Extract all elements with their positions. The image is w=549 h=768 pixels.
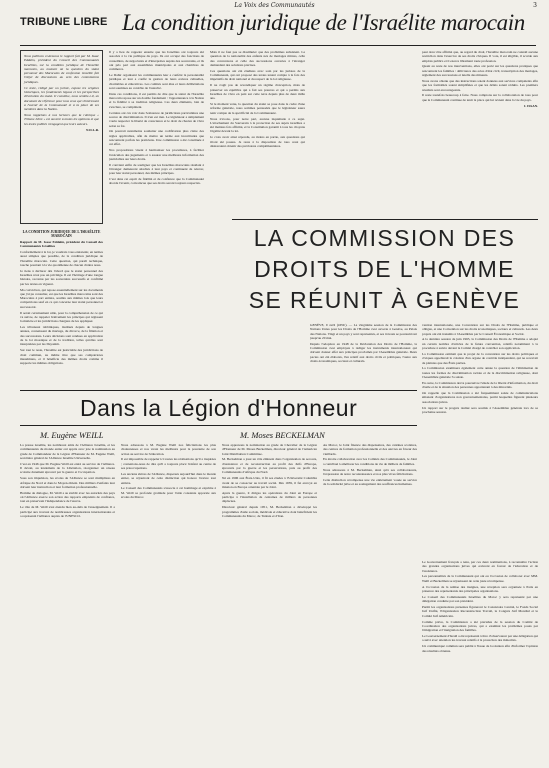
column-subtitle: Rapport de M. Isaac Eddaïm, président du Conseil des Communautés Israélites [20,239,103,249]
legion-paragraph: Comme prévu, la Commission a été précédée de la session du Comité de Coordination des organisations juives, qui a examiné les problèmes posés par l'émigration et l'intégration des familles. [422,619,538,633]
headline-rule [20,45,536,46]
editor-note-paragraph: Nous rappelons à nos lecteurs que la rubrique « Tribune Libre » est ouverte à toutes les opinions et que les textes publiés n'engagent que leurs auteurs. [24,113,99,126]
legion-bottom-rule [20,425,417,426]
rubric-label: TRIBUNE LIBRE [20,16,108,28]
column-title: LA CONDITION JURIDIQUE DE L'ISRAÉLITE MAROCAIN [22,230,101,239]
legion-paragraph: A l'occasion de la remise des insignes, une réception sera organisée à Paris en présence des représentants des principales organisations. [422,584,538,593]
un-title-line: SE RÉUNIT À GENÈVE [248,287,521,313]
article-paragraph: Mais il ne faut pas se dissimuler que des problèmes subsistent. La question de la nationalité des enfants nés de mariages mixtes, celle des conversions et celle des successions ouvertes à l'étranger demandent des solutions précises. [210,50,305,67]
legion-paragraph: Au Maroc, le Joint finance des dispensaires, des cantines scolaires, des centres de formation professionnelle et des œuvres en faveur des vieillards. [323,443,417,456]
legion-paragraph: C'est en 1946 que M. Eugène Weill est entré au service de l'Alliance. Il devait, au lendemain de la Libération, réorganiser un réseau scolaire durement éprouvé par la guerre et l'occupation. [20,461,115,475]
legion-paragraph: Directeur général depuis 1951, M. Beckelman a développé les programmes d'aide sociale, médicale et éducative dont bénéficient les Communautés du Maroc, de Tunisie et d'Iran. [222,505,317,518]
editor-note-signature: N.D.L.R. [86,127,99,132]
article-paragraph: Il ne s'agit pas de revendiquer un régime d'exception, mais de préserver un équilibre qui a fait ses preuves et qui a permis aux Israélites de vivre en paix sur cette terre depuis plus de deux mille ans. [210,83,305,101]
article-signature: I. ISSAN. [524,103,538,108]
article-paragraph: Sur tout le reste, l'Israélite est justiciable des juridictions de droit commun, au même titre que ses compatriotes musulmans, et il bénéficie des mêmes droits comme il supporte les mêmes obligations. [20,348,103,366]
article-paragraph: Il convient enfin de souligner que les Israélites marocains résidant à l'étranger demeurent attachés à leur pays et continuent de relever, pour leur statut personnel, des mêmes principes. [109,162,204,176]
un-column-1 [310,323,417,387]
legion-paragraph: Après la guerre, il dirigea les opérations du Joint en Europe et participa à l'installation de centaines de milliers de personnes déplacées. [222,490,317,504]
un-paragraph: Un rapport sur le progrès réalisé sera soumis à l'Assemblée générale lors de sa prochaine session. [422,405,538,414]
un-paragraph: Depuis l'adoption en 1948 de la Déclaration des Droits de l'Homme, la Commission s'est employée à rédiger les instruments internationaux qui doivent donner effet aux principes proclamés par l'Assemblée générale. Deux pactes ont été élaborés, l'un relatif aux droits civils et politiques, l'autre aux droits économiques, sociaux et culturels. [310,341,417,363]
legion-paragraph: Cette distinction récompense une vie entièrement vouée au service de la solidarité juive et au soulagement des souffrances humaines. [323,477,417,487]
article-paragraph: Il reste toutefois beaucoup à faire. Nous comptons sur la collaboration de tous pour que la Communauté continue de tenir la place qui lui revient dans la vie du pays. [422,93,538,102]
un-article-title [232,223,537,316]
article-paragraph: Il serait certainement utile, pour la compréhension de ce qui va suivre, de rappeler brièvement les principes qui régissent la matière et les juridictions chargées de les appliquer. [20,310,103,324]
article-paragraph: On pourrait néanmoins souhaiter une codification plus claire des règles applicables, afin de mettre un terme aux incertitudes que rencontrent parfois les praticiens. Une commission a été constituée à cet effet. [109,129,204,147]
un-title-line: DROITS DE L'HOMME [254,256,515,282]
legion-paragraph: Le Conseil des Communautés s'associe à cet hommage et exprime à M. Weill sa profonde gratitude pour l'aide constante apportée aux écoles du Maroc. [121,486,216,500]
un-paragraph: La Commission estimait que le projet de la convention sur les droits politiques et civiques appellerait la création d'un organe de contrôle indépendant, qui ne recevrait de plaintes que des États parties. [422,351,538,365]
editor-note-paragraph: Ce texte, rédigé par un juriste, expose les origines historiques, les fondements légaux et les perspectives d'évolution du statut. Il constitue, nous semble-t-il, un document de référence pour tous ceux qui s'intéressent à l'avenir de la Communauté et à la place de ses membres dans la Nation. [24,85,99,112]
legion-paragraph: La presse israélite, les nombreux amis de l'Alliance Israélite, et les communautés du monde entier ont appris avec joie la nomination au grade de Commandeur de la Légion d'Honneur de M. Eugène Weill, secrétaire général de l'Alliance Israélite Universelle. [20,443,115,460]
legion-paragraph: Le Gouvernement d'Israël a été représenté à titre d'observateur par une délégation qui a suivi avec attention les travaux relatifs à la protection des minorités. [422,634,538,643]
article-column-2 [109,50,204,386]
article-column-4 [311,50,416,216]
legion-paragraph: Les personnalités de la Communauté qui ont eu l'occasion de collaborer avec MM. Weill et Beckelman se réjouissent de cette juste récompense. [422,574,538,583]
editor-note-box [20,50,103,224]
legion-paragraph: Il est impossible de rappeler ici toutes les réalisations qu'il a inspirées ; contentons-nous de dire qu'il a toujours placé l'enfant au centre de ses préoccupations. [121,457,216,471]
article-paragraph: Nos propositions visent à harmoniser les procédures, à faciliter l'exécution des jugements et à assurer une meilleure information des justiciables sur leurs droits. [109,148,204,161]
article-paragraph: Conformément à la loi, je voudrais vous entretenir, en termes aussi simples que possible, de la condition juridique de l'Israélite marocain. Cette question, qui paraît technique, touche pourtant à la vie quotidienne de chacun d'entre nous. [20,250,103,267]
editor-note-paragraph: Nous publions ci-dessous le rapport fait par M. Isaac Eddaïm, président du Conseil des Communautés Israélites, sur la condition juridique de l'Israélite marocain, au moment où la question du statut personnel des Marocains de confession israélite fait l'objet de discussions au sein des commissions juridiques. [24,54,99,84]
beckelman-byline: M. Moses BECKELMAN [240,430,325,440]
legion-paragraph: Le Gouvernement français a tenu, par ces deux nominations, à reconnaître l'action des grandes organisations juives qui œuvrent en faveur de l'éducation et de l'assistance. [422,560,538,573]
un-paragraph: GENÈVE, 9 avril (ONU). — La vingtième session de la Commission des Nations Unies pour les Droits de l'Homme s'est ouverte à Genève, au Palais des Nations. Vingt et un pays y sont représentés, et ses travaux se poursuivront jusqu'au 20 mai. [310,323,417,340]
un-title-line: LA COMMISSION DES [253,225,516,251]
article-column-5 [422,50,538,216]
article-paragraph: Quant au reste de nos interventions, elles ont porté sur les questions pratiques que rencontrent les familles : délivrance des actes d'état civil, transcription des mariages, règlement des successions et tutelle des mineurs. [422,64,538,78]
main-headline: La condition juridique de l'Israélite marocain [122,10,525,35]
legion-paragraph: M. Beckelman a joué un rôle éminent dans l'organisation de secours, d'assistance et de reconstruction au profit des Juifs d'Europe, éprouvés par la guerre et les persécutions, puis au profit des Communautés d'Afrique du Nord. [222,457,317,475]
legion-paragraph: En étroite collaboration avec les Comités des Communautés, le Joint a contribué à améliorer les conditions de vie de milliers de familles. [323,457,417,466]
weill-byline: M. Eugène WEILL [40,430,104,440]
weill-column-continued [121,443,216,761]
article-paragraph: C'est dans cet esprit de fidélité et de confiance que la Communauté aborde l'avenir, convaincue que ses droits seront toujours respectés. [109,177,204,186]
article-paragraph: Si le moment venu, la question du statut se pose dans le cadre d'une réforme générale, nous sommes persuadés que le législateur saura tenir compte de la spécificité de la Communauté. [210,102,305,115]
un-article-top-rule [232,219,538,220]
legion-paragraph: Né en 1906 aux États-Unis, il fit ses études à l'Université Columbia avant de se consacrer au travail social. Dès 1939, il fut envoyé en mission en Europe orientale par le Joint. [222,476,317,489]
page-number: 3 [533,2,537,9]
article-column-3 [210,50,305,216]
legion-paragraph: Un communiqué commun sera publié à l'issue de la réunion afin d'informer l'opinion des résultats obtenus. [422,644,538,653]
article-paragraph: Nous avons obtenu que des instructions soient données aux services compétents afin que les formalités soient simplifiées et que les délais soient réduits. Les premiers résultats sont encourageants. [422,78,538,92]
un-paragraph: On rappelle que la Commission a été fréquemment saisie de communications émanant d'organisations non gouvernementales, parmi lesquelles figurent plusieurs associations juives. [422,391,538,404]
weill-column [20,443,115,761]
legion-paragraph: Le Conseil des Communautés Israélites du Maroc y sera représenté par une délégation conduite par son président. [422,594,538,604]
article-paragraph: Je tiens à déclarer dès l'abord que le statut personnel des Israélites n'est pas un privilège. Il est l'héritage d'une longue histoire, reconnu par les souverains successifs et confirmé par les textes en vigueur. [20,268,103,286]
legion-headline: Dans la Légion d'Honneur [80,395,358,421]
legion-paragraph: Sous son impulsion, les écoles de l'Alliance se sont multipliées en Afrique du Nord et dans le Moyen-Orient. Des milliers d'enfants leur doivent leur instruction et leur formation professionnelle. [20,476,115,489]
article-paragraph: Le Dahir organisant les communautés leur a conféré la personnalité juridique et leur a confié la gestion de leurs œuvres cultuelles, charitables et éducatives. Les comités sont élus et leurs délibérations sont soumises au contrôle de l'autorité. [109,73,204,90]
legion-paragraph: Nous adressons à M. Beckelman, ainsi qu'à ses collaborateurs, l'expression de notre reconnaissance et nos plus vives félicitations. [323,467,417,476]
article-paragraph: Dans ces conditions, il est permis de dire que le statut de l'Israélite marocain repose sur un double fondement : l'appartenance à la Nation et la fidélité à sa tradition religieuse. Ces deux éléments, loin de s'exclure, se complètent. [109,91,204,109]
article-paragraph: Les tribunaux rabbiniques, institués depuis de longues années, connaissent du mariage, du divorce, de la filiation et des successions. Leurs décisions sont rendues en application de la loi mosaïque et de la tradition, telles qu'elles sont interprétées par les Dayanim. [20,325,103,347]
un-paragraph: A la dernière session de juin 1963, la Commission des Droits de l'Homme a adopté un certain nombre d'articles de la future convention, relatifs notamment à la procédure à suivre devant le Comité chargé de contrôler son application. [422,337,538,351]
article-paragraph: Il y a lieu de rappeler ensuite que les Israélites ont toujours été associés à la vie publique du pays. Ils ont occupé des fonctions de conseillers, de négociants et d'interprètes auprès des souverains, et ils ont pris part aux assemblées municipales et aux chambres de commerce. [109,50,204,72]
article-column-1 [20,229,103,386]
running-title: La Voix des Communautés [234,2,315,9]
article-paragraph: Certains ont cru voir dans l'existence de juridictions particulières une source de discrimination. Il n'en est rien. Le législateur a simplement voulu respecter la liberté de conscience et le droit de chacun de vivre selon sa foi. [109,110,204,128]
legion-paragraph: Les anciens élèves de l'Alliance, dispersés aujourd'hui dans le monde entier, se réjouiront de cette distinction qui honore l'œuvre tout entière. [121,471,216,485]
article-paragraph: peut donc être affirmé que, au regard du droit, l'Israélite marocain ne connaît aucune restriction dans l'exercice de ses droits civiques. Il vote, il est éligible, il accède aux emplois publics et il exerce librement toute profession. [422,50,538,63]
un-paragraph: La Commission examinera également cette année la question de l'élimination de toutes les formes de discrimination raciale et de la discrimination religieuse, dont l'Assemblée générale l'a saisie. [422,366,538,380]
article-paragraph: Ma conviction, qui repose essentiellement sur les documents que j'ai pu consulter, est que les Israélites marocains sont des Marocains à part entière, soumis aux mêmes lois que leurs compatriotes sauf en ce qui concerne leur statut personnel et successoral. [20,287,103,309]
legion-column-3 [422,560,538,760]
un-paragraph: vention internationale, une Convention sur les Droits de l'Homme, publique et obligée, et une Convention sur les droits économiques, sociaux et culturels. Les deux projets ont été transmis à l'Assemblée par le Conseil Économique et Social. [422,323,538,336]
beckelman-column-continued [323,443,417,761]
beckelman-column [222,443,317,761]
article-paragraph: Je crois avoir ainsi répondu, au moins en partie, aux questions qui m'ont été posées. Je reste à la disposition de tous ceux qui désireraient obtenir des précisions complémentaires. [210,135,305,148]
legion-paragraph: Parmi les organisations présentes figureront le Consistoire Central, le Fonds Social Juif Unifié, l'Organisation Reconstruction Travail, le Congrès Juif Mondial et le Comité Juif Américain. [422,605,538,618]
article-paragraph: Nous n'avons, pour notre part, aucune inquiétude à ce sujet. L'attachement du Souverain à la protection de ses sujets israélites a été maintes fois affirmé, et la Constitution garantit à tous les citoyens l'égalité devant la loi. [210,116,305,134]
legion-paragraph: Le rôle de M. Weill s'est étendu bien au-delà de l'enseignement. Il a participé aux travaux de nombreuses organisations internationales et a représenté l'Alliance auprès de l'UNESCO. [20,505,115,518]
legion-paragraph: Homme de dialogue, M. Weill a su établir avec les autorités des pays où l'Alliance exerce son action des rapports empreints de confiance, tout en préservant l'indépendance de l'œuvre. [20,490,115,504]
legion-paragraph: Nous adressons à M. Eugène Weill nos félicitations les plus chaleureuses et nos vœux les meilleurs pour la poursuite de son action au service de l'éducation. [121,443,216,456]
un-paragraph: En outre, la Commission devra poursuivre l'étude de la liberté d'information, du droit d'asile et de la situation des personnes appartenant à des minorités. [422,380,538,390]
legion-top-rule [20,390,417,391]
article-paragraph: Ces questions ont été étudiées avec soin par les juristes de la Communauté, qui ont proposé des textes tenant compte à la fois des impératifs du droit national et du respect de la loi religieuse. [210,68,305,82]
legion-paragraph: Nous apprenons la nomination au grade de Chevalier de la Légion d'Honneur de M. Moses Beckelman, directeur général de l'American Joint Distribution Committee. [222,443,317,456]
